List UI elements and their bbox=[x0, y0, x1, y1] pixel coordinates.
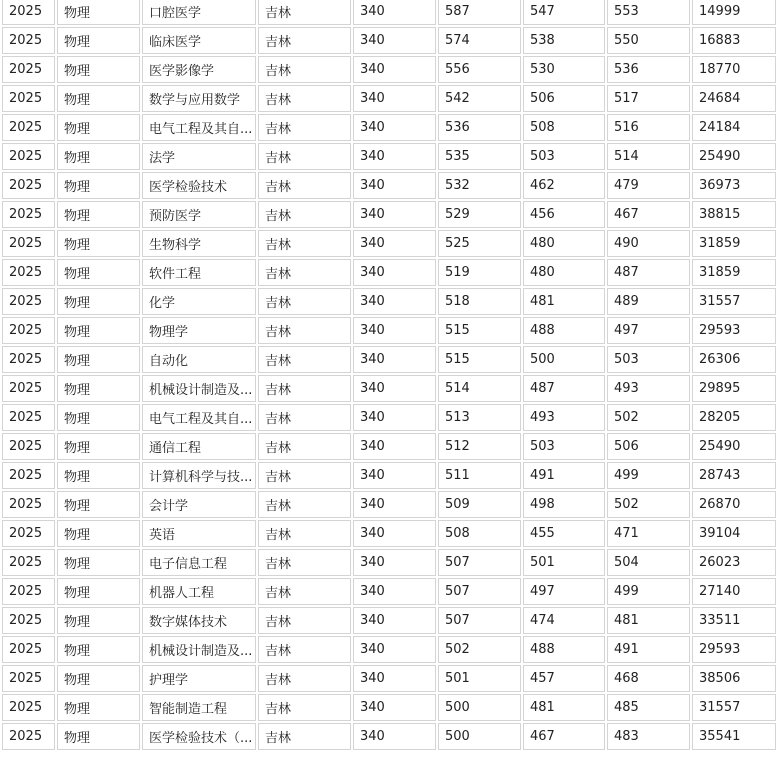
control-line-cell: 340 bbox=[353, 607, 436, 634]
rank-cell: 39104 bbox=[692, 520, 776, 547]
province-cell: 吉林 bbox=[258, 56, 351, 83]
rank-cell: 28205 bbox=[692, 404, 776, 431]
min-score-cell: 456 bbox=[523, 201, 605, 228]
control-line-cell: 340 bbox=[353, 317, 436, 344]
subject-cell: 物理 bbox=[57, 375, 140, 402]
table-row bbox=[2, 404, 776, 431]
major-cell: 机器人工程 bbox=[142, 578, 256, 605]
table-row bbox=[2, 578, 776, 605]
year-cell: 2025 bbox=[2, 317, 55, 344]
major-cell: 计算机科学与技... bbox=[142, 462, 256, 489]
table-row bbox=[2, 56, 776, 83]
major-cell: 通信工程 bbox=[142, 433, 256, 460]
min-score-cell: 501 bbox=[523, 549, 605, 576]
control-line-cell: 340 bbox=[353, 259, 436, 286]
province-cell: 吉林 bbox=[258, 491, 351, 518]
major-cell: 机械设计制造及... bbox=[142, 375, 256, 402]
max-score-cell: 507 bbox=[438, 549, 521, 576]
rank-cell: 25490 bbox=[692, 143, 776, 170]
min-score-cell: 498 bbox=[523, 491, 605, 518]
table-row bbox=[2, 114, 776, 141]
subject-cell: 物理 bbox=[57, 201, 140, 228]
rank-cell: 26023 bbox=[692, 549, 776, 576]
major-cell: 护理学 bbox=[142, 665, 256, 692]
province-cell: 吉林 bbox=[258, 375, 351, 402]
subject-cell: 物理 bbox=[57, 346, 140, 373]
avg-score-cell: 517 bbox=[607, 85, 690, 112]
rank-cell: 26870 bbox=[692, 491, 776, 518]
major-cell: 预防医学 bbox=[142, 201, 256, 228]
control-line-cell: 340 bbox=[353, 636, 436, 663]
table-row bbox=[2, 694, 776, 721]
province-cell: 吉林 bbox=[258, 636, 351, 663]
province-cell: 吉林 bbox=[258, 694, 351, 721]
table-row bbox=[2, 346, 776, 373]
control-line-cell: 340 bbox=[353, 56, 436, 83]
min-score-cell: 547 bbox=[523, 0, 605, 25]
control-line-cell: 340 bbox=[353, 0, 436, 25]
major-cell: 自动化 bbox=[142, 346, 256, 373]
table-row bbox=[2, 607, 776, 634]
major-cell: 化学 bbox=[142, 288, 256, 315]
table-row bbox=[2, 665, 776, 692]
min-score-cell: 508 bbox=[523, 114, 605, 141]
table-row bbox=[2, 636, 776, 663]
rank-cell: 35541 bbox=[692, 723, 776, 750]
rank-cell: 28743 bbox=[692, 462, 776, 489]
table-row bbox=[2, 85, 776, 112]
min-score-cell: 538 bbox=[523, 27, 605, 54]
year-cell: 2025 bbox=[2, 491, 55, 518]
rank-cell: 25490 bbox=[692, 433, 776, 460]
year-cell: 2025 bbox=[2, 114, 55, 141]
province-cell: 吉林 bbox=[258, 346, 351, 373]
year-cell: 2025 bbox=[2, 85, 55, 112]
max-score-cell: 529 bbox=[438, 201, 521, 228]
min-score-cell: 491 bbox=[523, 462, 605, 489]
year-cell: 2025 bbox=[2, 404, 55, 431]
province-cell: 吉林 bbox=[258, 578, 351, 605]
max-score-cell: 501 bbox=[438, 665, 521, 692]
control-line-cell: 340 bbox=[353, 375, 436, 402]
subject-cell: 物理 bbox=[57, 520, 140, 547]
control-line-cell: 340 bbox=[353, 520, 436, 547]
major-cell: 口腔医学 bbox=[142, 0, 256, 25]
major-cell: 数字媒体技术 bbox=[142, 607, 256, 634]
min-score-cell: 488 bbox=[523, 636, 605, 663]
year-cell: 2025 bbox=[2, 578, 55, 605]
subject-cell: 物理 bbox=[57, 607, 140, 634]
min-score-cell: 497 bbox=[523, 578, 605, 605]
table-row bbox=[2, 172, 776, 199]
rank-cell: 33511 bbox=[692, 607, 776, 634]
control-line-cell: 340 bbox=[353, 27, 436, 54]
rank-cell: 36973 bbox=[692, 172, 776, 199]
major-cell: 机械设计制造及... bbox=[142, 636, 256, 663]
min-score-cell: 503 bbox=[523, 433, 605, 460]
max-score-cell: 507 bbox=[438, 578, 521, 605]
province-cell: 吉林 bbox=[258, 607, 351, 634]
avg-score-cell: 483 bbox=[607, 723, 690, 750]
avg-score-cell: 493 bbox=[607, 375, 690, 402]
max-score-cell: 556 bbox=[438, 56, 521, 83]
year-cell: 2025 bbox=[2, 346, 55, 373]
year-cell: 2025 bbox=[2, 462, 55, 489]
year-cell: 2025 bbox=[2, 143, 55, 170]
rank-cell: 24184 bbox=[692, 114, 776, 141]
year-cell: 2025 bbox=[2, 433, 55, 460]
province-cell: 吉林 bbox=[258, 201, 351, 228]
province-cell: 吉林 bbox=[258, 143, 351, 170]
control-line-cell: 340 bbox=[353, 288, 436, 315]
max-score-cell: 507 bbox=[438, 607, 521, 634]
subject-cell: 物理 bbox=[57, 172, 140, 199]
avg-score-cell: 471 bbox=[607, 520, 690, 547]
control-line-cell: 340 bbox=[353, 723, 436, 750]
max-score-cell: 512 bbox=[438, 433, 521, 460]
max-score-cell: 513 bbox=[438, 404, 521, 431]
subject-cell: 物理 bbox=[57, 114, 140, 141]
major-cell: 医学影像学 bbox=[142, 56, 256, 83]
control-line-cell: 340 bbox=[353, 114, 436, 141]
control-line-cell: 340 bbox=[353, 665, 436, 692]
major-cell: 医学检验技术（... bbox=[142, 723, 256, 750]
max-score-cell: 519 bbox=[438, 259, 521, 286]
table-body bbox=[2, 0, 776, 750]
control-line-cell: 340 bbox=[353, 230, 436, 257]
control-line-cell: 340 bbox=[353, 346, 436, 373]
control-line-cell: 340 bbox=[353, 433, 436, 460]
avg-score-cell: 550 bbox=[607, 27, 690, 54]
table-row bbox=[2, 317, 776, 344]
rank-cell: 24684 bbox=[692, 85, 776, 112]
major-cell: 电气工程及其自... bbox=[142, 404, 256, 431]
province-cell: 吉林 bbox=[258, 317, 351, 344]
rank-cell: 31859 bbox=[692, 259, 776, 286]
min-score-cell: 455 bbox=[523, 520, 605, 547]
subject-cell: 物理 bbox=[57, 288, 140, 315]
max-score-cell: 508 bbox=[438, 520, 521, 547]
province-cell: 吉林 bbox=[258, 665, 351, 692]
max-score-cell: 587 bbox=[438, 0, 521, 25]
rank-cell: 16883 bbox=[692, 27, 776, 54]
table-row bbox=[2, 259, 776, 286]
year-cell: 2025 bbox=[2, 259, 55, 286]
province-cell: 吉林 bbox=[258, 723, 351, 750]
major-cell: 智能制造工程 bbox=[142, 694, 256, 721]
avg-score-cell: 491 bbox=[607, 636, 690, 663]
year-cell: 2025 bbox=[2, 230, 55, 257]
year-cell: 2025 bbox=[2, 520, 55, 547]
table-row bbox=[2, 27, 776, 54]
max-score-cell: 500 bbox=[438, 723, 521, 750]
year-cell: 2025 bbox=[2, 56, 55, 83]
avg-score-cell: 490 bbox=[607, 230, 690, 257]
subject-cell: 物理 bbox=[57, 85, 140, 112]
subject-cell: 物理 bbox=[57, 462, 140, 489]
year-cell: 2025 bbox=[2, 723, 55, 750]
avg-score-cell: 504 bbox=[607, 549, 690, 576]
control-line-cell: 340 bbox=[353, 404, 436, 431]
control-line-cell: 340 bbox=[353, 549, 436, 576]
subject-cell: 物理 bbox=[57, 143, 140, 170]
max-score-cell: 511 bbox=[438, 462, 521, 489]
province-cell: 吉林 bbox=[258, 259, 351, 286]
min-score-cell: 457 bbox=[523, 665, 605, 692]
major-cell: 软件工程 bbox=[142, 259, 256, 286]
avg-score-cell: 516 bbox=[607, 114, 690, 141]
table-row bbox=[2, 723, 776, 750]
subject-cell: 物理 bbox=[57, 0, 140, 25]
province-cell: 吉林 bbox=[258, 85, 351, 112]
avg-score-cell: 497 bbox=[607, 317, 690, 344]
major-cell: 医学检验技术 bbox=[142, 172, 256, 199]
max-score-cell: 514 bbox=[438, 375, 521, 402]
control-line-cell: 340 bbox=[353, 491, 436, 518]
min-score-cell: 503 bbox=[523, 143, 605, 170]
table-row bbox=[2, 0, 776, 25]
max-score-cell: 502 bbox=[438, 636, 521, 663]
max-score-cell: 536 bbox=[438, 114, 521, 141]
rank-cell: 31557 bbox=[692, 288, 776, 315]
subject-cell: 物理 bbox=[57, 259, 140, 286]
table-row bbox=[2, 230, 776, 257]
control-line-cell: 340 bbox=[353, 172, 436, 199]
avg-score-cell: 479 bbox=[607, 172, 690, 199]
min-score-cell: 493 bbox=[523, 404, 605, 431]
year-cell: 2025 bbox=[2, 607, 55, 634]
province-cell: 吉林 bbox=[258, 288, 351, 315]
province-cell: 吉林 bbox=[258, 230, 351, 257]
table-row bbox=[2, 520, 776, 547]
province-cell: 吉林 bbox=[258, 520, 351, 547]
control-line-cell: 340 bbox=[353, 201, 436, 228]
subject-cell: 物理 bbox=[57, 723, 140, 750]
control-line-cell: 340 bbox=[353, 85, 436, 112]
max-score-cell: 509 bbox=[438, 491, 521, 518]
table-row bbox=[2, 462, 776, 489]
province-cell: 吉林 bbox=[258, 549, 351, 576]
province-cell: 吉林 bbox=[258, 114, 351, 141]
subject-cell: 物理 bbox=[57, 230, 140, 257]
year-cell: 2025 bbox=[2, 201, 55, 228]
table-row bbox=[2, 549, 776, 576]
major-cell: 临床医学 bbox=[142, 27, 256, 54]
min-score-cell: 480 bbox=[523, 259, 605, 286]
rank-cell: 31557 bbox=[692, 694, 776, 721]
control-line-cell: 340 bbox=[353, 143, 436, 170]
rank-cell: 26306 bbox=[692, 346, 776, 373]
table-row bbox=[2, 143, 776, 170]
min-score-cell: 480 bbox=[523, 230, 605, 257]
major-cell: 英语 bbox=[142, 520, 256, 547]
major-cell: 物理学 bbox=[142, 317, 256, 344]
year-cell: 2025 bbox=[2, 694, 55, 721]
subject-cell: 物理 bbox=[57, 27, 140, 54]
max-score-cell: 574 bbox=[438, 27, 521, 54]
avg-score-cell: 514 bbox=[607, 143, 690, 170]
max-score-cell: 518 bbox=[438, 288, 521, 315]
major-cell: 数学与应用数学 bbox=[142, 85, 256, 112]
max-score-cell: 532 bbox=[438, 172, 521, 199]
subject-cell: 物理 bbox=[57, 636, 140, 663]
rank-cell: 38815 bbox=[692, 201, 776, 228]
table-row bbox=[2, 288, 776, 315]
avg-score-cell: 467 bbox=[607, 201, 690, 228]
year-cell: 2025 bbox=[2, 0, 55, 25]
min-score-cell: 488 bbox=[523, 317, 605, 344]
min-score-cell: 481 bbox=[523, 694, 605, 721]
rank-cell: 27140 bbox=[692, 578, 776, 605]
max-score-cell: 515 bbox=[438, 346, 521, 373]
min-score-cell: 500 bbox=[523, 346, 605, 373]
min-score-cell: 506 bbox=[523, 85, 605, 112]
avg-score-cell: 499 bbox=[607, 462, 690, 489]
year-cell: 2025 bbox=[2, 172, 55, 199]
subject-cell: 物理 bbox=[57, 665, 140, 692]
rank-cell: 31859 bbox=[692, 230, 776, 257]
major-cell: 电子信息工程 bbox=[142, 549, 256, 576]
year-cell: 2025 bbox=[2, 636, 55, 663]
avg-score-cell: 502 bbox=[607, 404, 690, 431]
max-score-cell: 542 bbox=[438, 85, 521, 112]
year-cell: 2025 bbox=[2, 549, 55, 576]
subject-cell: 物理 bbox=[57, 433, 140, 460]
avg-score-cell: 503 bbox=[607, 346, 690, 373]
avg-score-cell: 553 bbox=[607, 0, 690, 25]
avg-score-cell: 487 bbox=[607, 259, 690, 286]
avg-score-cell: 499 bbox=[607, 578, 690, 605]
max-score-cell: 525 bbox=[438, 230, 521, 257]
rank-cell: 14999 bbox=[692, 0, 776, 25]
year-cell: 2025 bbox=[2, 27, 55, 54]
min-score-cell: 474 bbox=[523, 607, 605, 634]
year-cell: 2025 bbox=[2, 665, 55, 692]
major-cell: 生物科学 bbox=[142, 230, 256, 257]
min-score-cell: 462 bbox=[523, 172, 605, 199]
province-cell: 吉林 bbox=[258, 0, 351, 25]
max-score-cell: 535 bbox=[438, 143, 521, 170]
subject-cell: 物理 bbox=[57, 491, 140, 518]
province-cell: 吉林 bbox=[258, 172, 351, 199]
major-cell: 法学 bbox=[142, 143, 256, 170]
subject-cell: 物理 bbox=[57, 694, 140, 721]
subject-cell: 物理 bbox=[57, 56, 140, 83]
year-cell: 2025 bbox=[2, 288, 55, 315]
max-score-cell: 500 bbox=[438, 694, 521, 721]
subject-cell: 物理 bbox=[57, 317, 140, 344]
max-score-cell: 515 bbox=[438, 317, 521, 344]
province-cell: 吉林 bbox=[258, 27, 351, 54]
control-line-cell: 340 bbox=[353, 694, 436, 721]
province-cell: 吉林 bbox=[258, 462, 351, 489]
rank-cell: 18770 bbox=[692, 56, 776, 83]
avg-score-cell: 485 bbox=[607, 694, 690, 721]
control-line-cell: 340 bbox=[353, 462, 436, 489]
avg-score-cell: 489 bbox=[607, 288, 690, 315]
avg-score-cell: 506 bbox=[607, 433, 690, 460]
subject-cell: 物理 bbox=[57, 549, 140, 576]
min-score-cell: 530 bbox=[523, 56, 605, 83]
table-row bbox=[2, 491, 776, 518]
min-score-cell: 487 bbox=[523, 375, 605, 402]
table-row bbox=[2, 201, 776, 228]
table-row bbox=[2, 433, 776, 460]
table-row bbox=[2, 375, 776, 402]
year-cell: 2025 bbox=[2, 375, 55, 402]
subject-cell: 物理 bbox=[57, 404, 140, 431]
province-cell: 吉林 bbox=[258, 404, 351, 431]
major-cell: 会计学 bbox=[142, 491, 256, 518]
rank-cell: 29593 bbox=[692, 317, 776, 344]
major-cell: 电气工程及其自... bbox=[142, 114, 256, 141]
rank-cell: 38506 bbox=[692, 665, 776, 692]
avg-score-cell: 468 bbox=[607, 665, 690, 692]
avg-score-cell: 536 bbox=[607, 56, 690, 83]
avg-score-cell: 502 bbox=[607, 491, 690, 518]
control-line-cell: 340 bbox=[353, 578, 436, 605]
min-score-cell: 481 bbox=[523, 288, 605, 315]
rank-cell: 29895 bbox=[692, 375, 776, 402]
rank-cell: 29593 bbox=[692, 636, 776, 663]
subject-cell: 物理 bbox=[57, 578, 140, 605]
avg-score-cell: 481 bbox=[607, 607, 690, 634]
min-score-cell: 467 bbox=[523, 723, 605, 750]
province-cell: 吉林 bbox=[258, 433, 351, 460]
